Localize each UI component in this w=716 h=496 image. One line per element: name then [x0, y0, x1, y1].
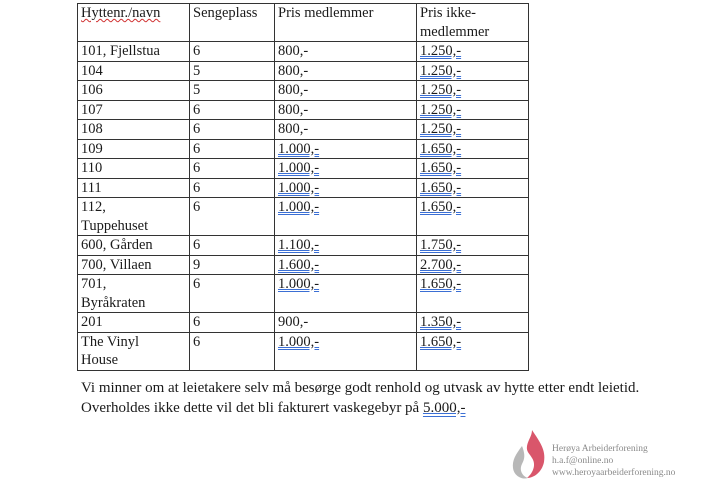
table-row	[78, 81, 529, 101]
header-cabin: Hyttenr./navn	[78, 4, 190, 42]
cell-nonmember-price	[417, 81, 529, 101]
price-table	[77, 3, 529, 371]
cell-nonmember-price-text: 1.650,-	[420, 179, 462, 196]
cell-beds	[190, 198, 275, 236]
cell-beds-text: 6	[193, 199, 201, 215]
cell-beds	[190, 159, 275, 179]
table-row	[78, 275, 529, 313]
cell-beds-text: 6	[193, 276, 201, 292]
cell-cabin	[78, 332, 190, 370]
cell-beds-text: 6	[193, 179, 201, 196]
cell-nonmember-price	[417, 159, 529, 179]
cell-member-price	[275, 159, 417, 179]
header-member-price: Pris medlemmer	[275, 4, 417, 42]
cell-nonmember-price-text: 1.350,-	[420, 314, 462, 330]
table-row	[78, 236, 529, 256]
cell-beds-text: 6	[193, 160, 201, 176]
cell-cabin	[78, 159, 190, 179]
cell-nonmember-price-text: 1.250,-	[420, 101, 462, 118]
cell-beds-text: 9	[193, 256, 201, 273]
cell-member-price	[275, 178, 417, 198]
cell-cabin	[78, 81, 190, 101]
cell-member-price	[275, 61, 417, 81]
cell-member-price-text: 800,-	[278, 82, 309, 98]
cell-member-price-text: 1.000,-	[278, 140, 320, 157]
cell-cabin-text: 701, Byråkraten	[81, 276, 146, 311]
cell-member-price-text: 1.000,-	[278, 199, 320, 215]
table-row	[78, 198, 529, 236]
cell-cabin-text: 107	[81, 101, 103, 118]
cell-beds	[190, 61, 275, 81]
cell-cabin	[78, 313, 190, 333]
cell-nonmember-price	[417, 198, 529, 236]
cell-cabin	[78, 236, 190, 256]
cell-member-price-text: 800,-	[278, 43, 309, 59]
cell-beds	[190, 313, 275, 333]
cell-cabin	[78, 178, 190, 198]
table-header-row	[78, 4, 529, 42]
cell-member-price-text: 1.000,-	[278, 276, 320, 292]
cell-beds	[190, 42, 275, 62]
cell-nonmember-price-text: 2.700,-	[420, 256, 462, 273]
cell-nonmember-price	[417, 275, 529, 313]
logo-website: www.heroyaarbeiderforening.no	[552, 468, 676, 478]
cell-beds	[190, 332, 275, 370]
cell-cabin	[78, 42, 190, 62]
logo-org-name: Herøya Arbeiderforening	[552, 444, 648, 454]
table-row	[78, 332, 529, 370]
cleaning-note	[81, 378, 671, 418]
table-row	[78, 178, 529, 198]
cell-cabin	[78, 139, 190, 159]
cell-member-price	[275, 255, 417, 275]
cell-cabin-text: 110	[81, 160, 103, 176]
cell-member-price	[275, 120, 417, 140]
cell-nonmember-price-text: 1.250,-	[420, 82, 462, 98]
cell-member-price	[275, 236, 417, 256]
cell-member-price	[275, 42, 417, 62]
cell-beds-text: 5	[193, 82, 201, 98]
cell-cabin	[78, 255, 190, 275]
cell-beds-text: 6	[193, 121, 201, 137]
table-row	[78, 100, 529, 120]
table-row	[78, 159, 529, 179]
header-nonmember-price: Pris ikke-medlemmer	[417, 4, 529, 42]
cell-nonmember-price-text: 1.750,-	[420, 237, 462, 253]
cell-beds	[190, 139, 275, 159]
cell-nonmember-price	[417, 120, 529, 140]
cell-cabin-text: 109	[81, 140, 103, 157]
cell-cabin	[78, 100, 190, 120]
cell-nonmember-price-text: 1.650,-	[420, 333, 462, 350]
cell-cabin-text: 112, Tuppehuset	[81, 199, 149, 234]
table-row	[78, 120, 529, 140]
cell-cabin-text: 101, Fjellstua	[81, 43, 160, 59]
cell-nonmember-price	[417, 236, 529, 256]
cell-cabin-text: 106	[81, 82, 103, 98]
table-row	[78, 61, 529, 81]
cell-cabin-text: 104	[81, 62, 103, 79]
cell-cabin-text: 111	[81, 179, 102, 196]
cell-cabin-text: The Vinyl House	[81, 333, 140, 368]
cleaning-fee: 5.000,-	[422, 400, 466, 416]
cell-member-price	[275, 313, 417, 333]
cell-member-price	[275, 198, 417, 236]
cell-beds-text: 6	[193, 314, 201, 330]
cell-cabin-text: 600, Gården	[81, 237, 153, 253]
cell-member-price-text: 900,-	[278, 314, 309, 330]
cell-member-price-text: 800,-	[278, 121, 309, 137]
flame-logo-icon	[510, 428, 550, 482]
cell-nonmember-price-text: 1.650,-	[420, 276, 462, 292]
cell-nonmember-price-text: 1.250,-	[420, 43, 462, 59]
cell-cabin-text: 108	[81, 121, 103, 137]
table-row	[78, 42, 529, 62]
cell-beds-text: 6	[193, 333, 201, 350]
cell-cabin	[78, 275, 190, 313]
cell-member-price	[275, 139, 417, 159]
cell-nonmember-price-text: 1.650,-	[420, 199, 462, 215]
cell-member-price-text: 1.000,-	[278, 179, 320, 196]
cell-beds-text: 6	[193, 140, 201, 157]
cell-nonmember-price-text: 1.650,-	[420, 160, 462, 176]
cell-beds-text: 6	[193, 237, 201, 253]
table-row	[78, 139, 529, 159]
cell-nonmember-price	[417, 313, 529, 333]
cell-member-price-text: 1.000,-	[278, 333, 320, 350]
cell-beds	[190, 81, 275, 101]
cell-beds	[190, 178, 275, 198]
table-row	[78, 255, 529, 275]
cell-beds	[190, 100, 275, 120]
cell-beds-text: 6	[193, 101, 201, 118]
cell-cabin-text: 201	[81, 314, 103, 330]
cell-beds	[190, 236, 275, 256]
cell-nonmember-price	[417, 61, 529, 81]
cell-nonmember-price	[417, 139, 529, 159]
cell-member-price	[275, 275, 417, 313]
cell-beds	[190, 275, 275, 313]
note-text: Vi minner om at leietakere selv må besørge godt renhold og utvask av hytte etter endt leietid. Overholdes ikke dette vil det bli fakturert vaskegebyr på	[81, 380, 640, 416]
cell-nonmember-price-text: 1.250,-	[420, 121, 462, 137]
cell-nonmember-price	[417, 178, 529, 198]
cell-member-price-text: 800,-	[278, 62, 309, 79]
cell-cabin	[78, 120, 190, 140]
cell-beds	[190, 255, 275, 275]
cell-member-price	[275, 81, 417, 101]
cell-cabin-text: 700, Villaen	[81, 256, 152, 273]
cell-beds-text: 6	[193, 43, 201, 59]
organization-logo	[510, 428, 710, 484]
logo-email: h.a.f@online.no	[552, 456, 614, 466]
cell-nonmember-price-text: 1.650,-	[420, 140, 462, 157]
cell-member-price-text: 1.000,-	[278, 160, 320, 176]
cell-nonmember-price	[417, 255, 529, 275]
cell-nonmember-price	[417, 42, 529, 62]
cell-beds-text: 5	[193, 62, 201, 79]
cell-beds	[190, 120, 275, 140]
header-beds: Sengeplass	[190, 4, 275, 42]
cell-member-price	[275, 100, 417, 120]
cell-member-price-text: 1.100,-	[278, 237, 320, 253]
cell-nonmember-price	[417, 100, 529, 120]
cell-member-price-text: 800,-	[278, 101, 309, 118]
cell-cabin	[78, 61, 190, 81]
cell-nonmember-price-text: 1.250,-	[420, 62, 462, 79]
table-row	[78, 313, 529, 333]
cell-cabin	[78, 198, 190, 236]
cell-member-price-text: 1.600,-	[278, 256, 320, 273]
cell-nonmember-price	[417, 332, 529, 370]
cell-member-price	[275, 332, 417, 370]
